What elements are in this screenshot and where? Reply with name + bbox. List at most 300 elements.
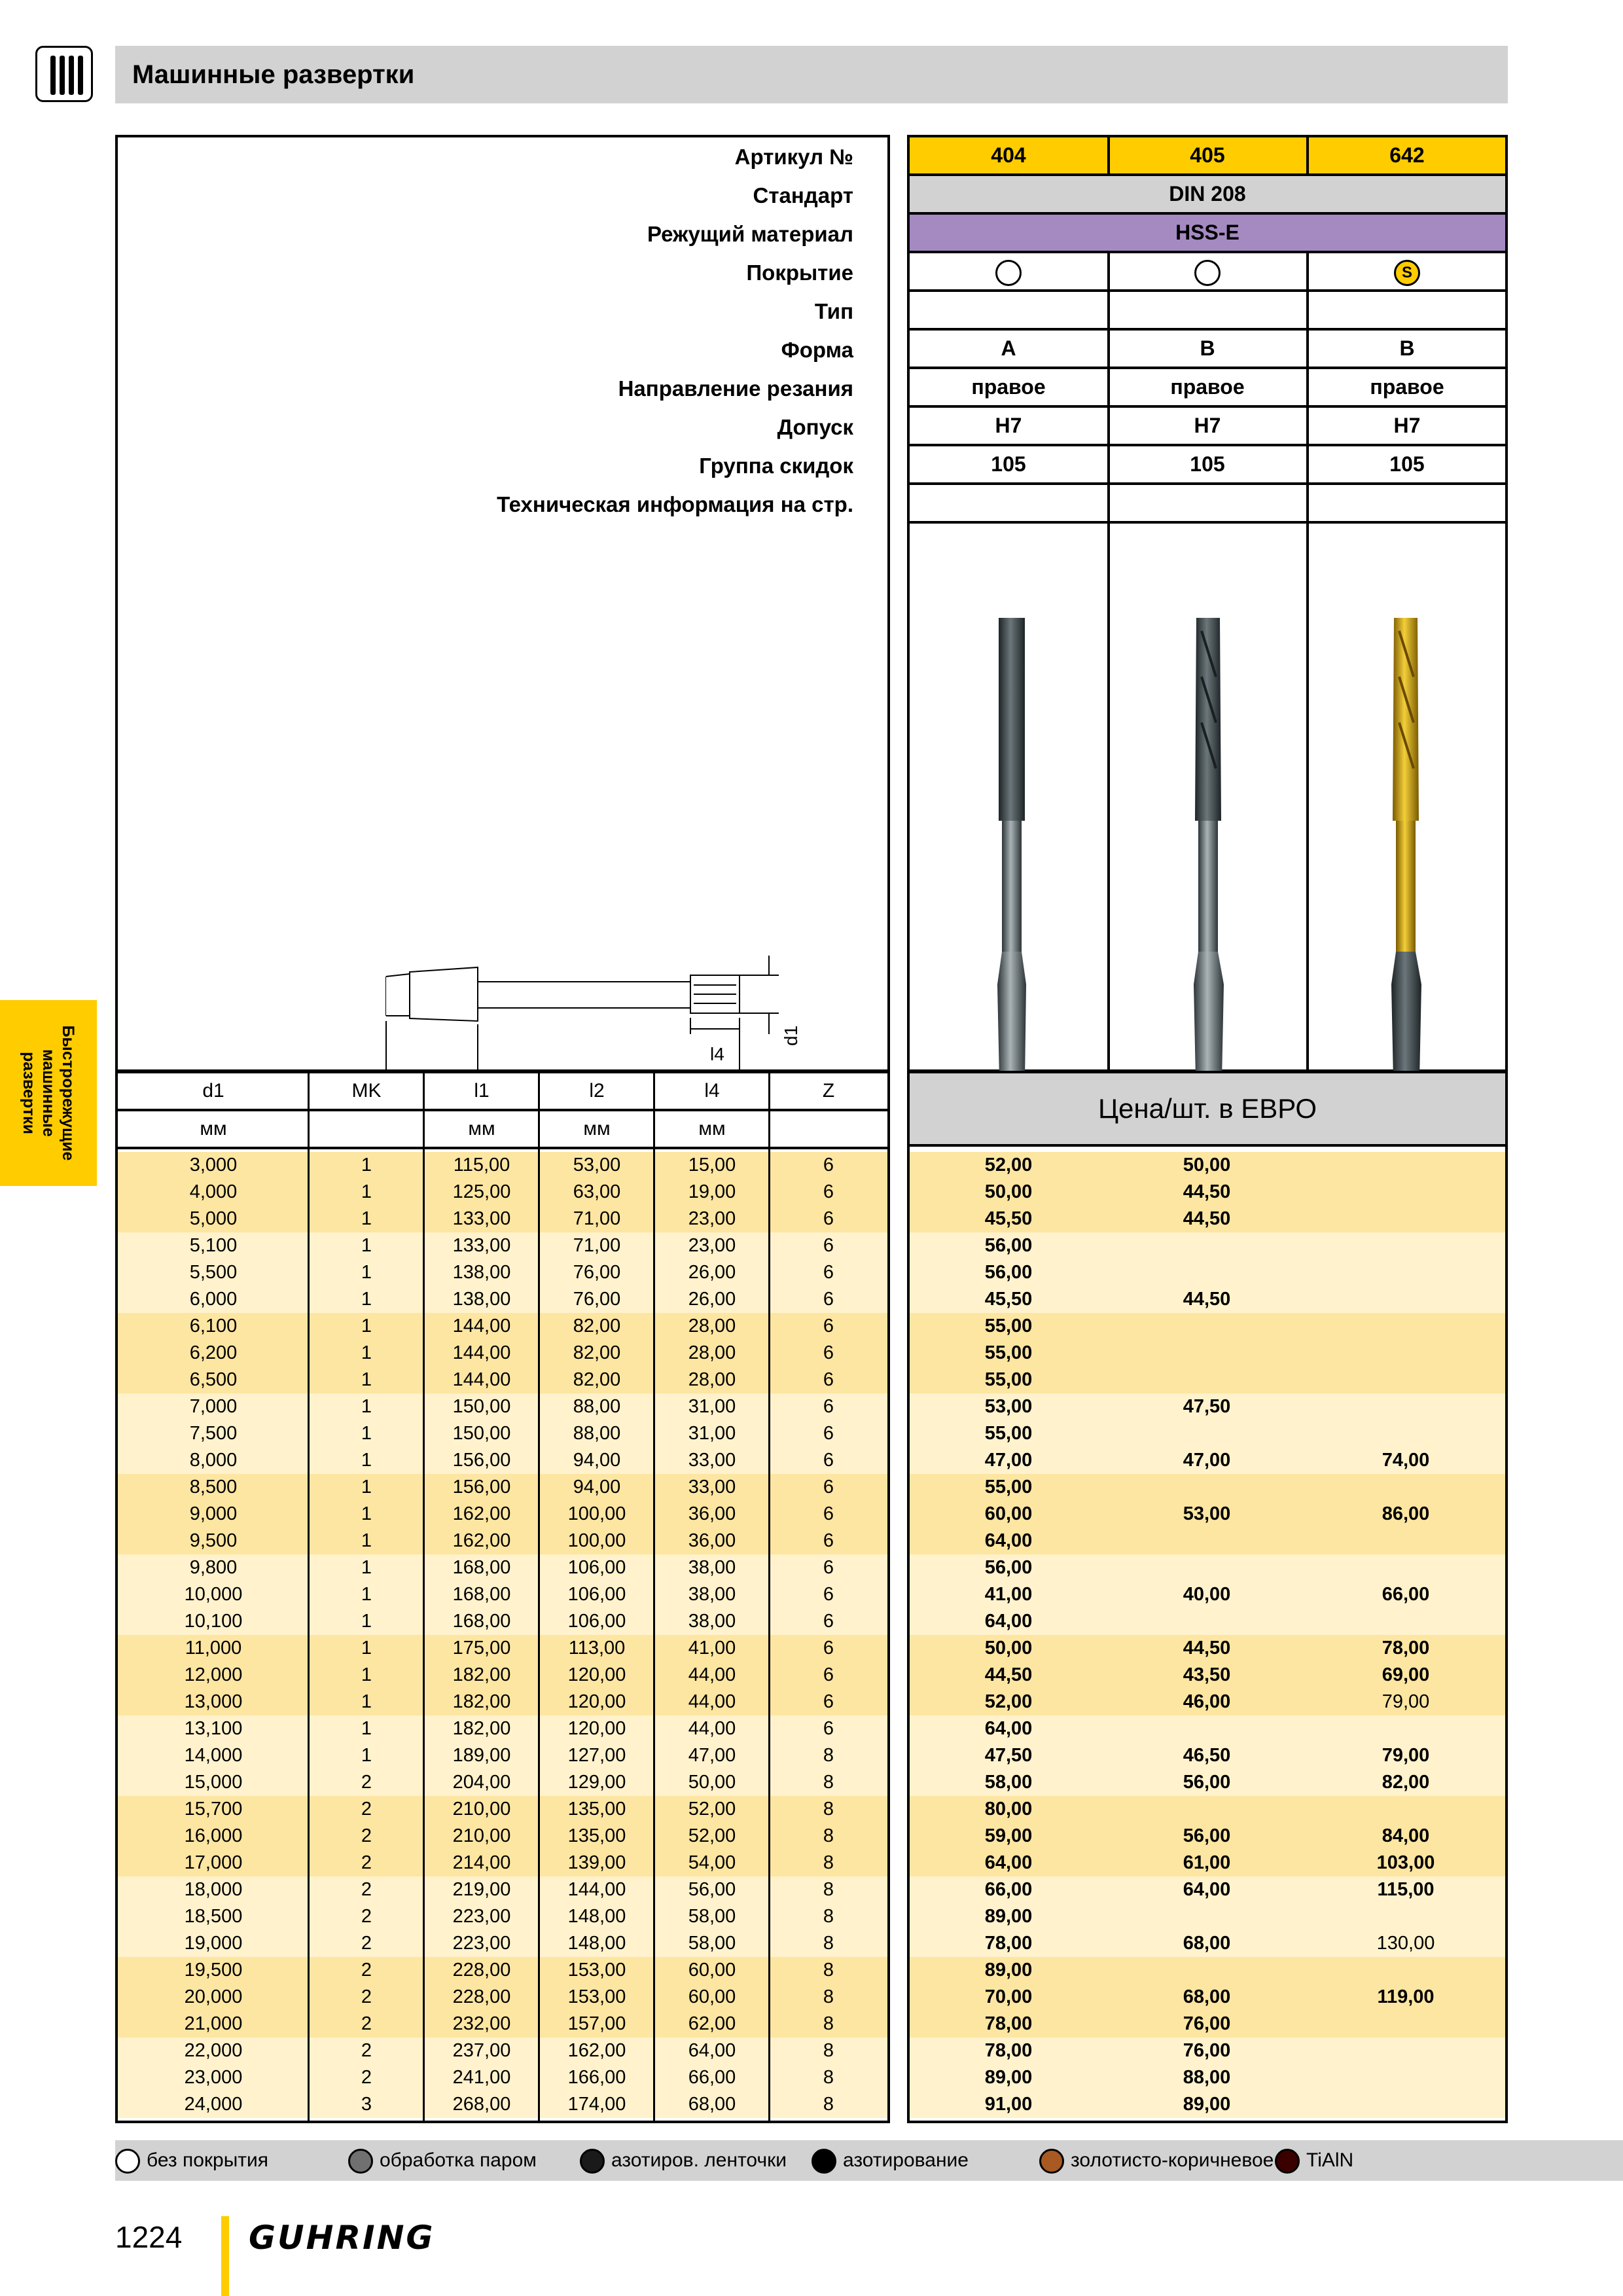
price-cell: 130,00: [1376, 1933, 1435, 1954]
price-table: [907, 1071, 1508, 2123]
table-cell: 31,00: [688, 1423, 736, 1444]
table-cell: 23,00: [688, 1208, 736, 1229]
table-row: [118, 1501, 887, 1528]
table-cell: 113,00: [568, 1638, 626, 1659]
price-cell: [1306, 2037, 1505, 2064]
tolerance-row: [910, 408, 1505, 446]
table-row: [118, 1957, 887, 1984]
price-row: [910, 1876, 1505, 1903]
table-row: [118, 1340, 887, 1367]
legend-label: без покрытия: [147, 2149, 269, 2171]
table-cell: 138,00: [452, 1262, 511, 1283]
table-cell: 76,00: [573, 1262, 621, 1283]
table-cell: 88,00: [573, 1396, 621, 1417]
col-header-l4: l4: [704, 1080, 720, 1102]
table-cell: 1: [361, 1423, 372, 1444]
table-cell: 71,00: [573, 1208, 621, 1229]
table-cell: 16,000: [184, 1825, 243, 1846]
price-cell: [1306, 1715, 1505, 1742]
table-cell: 6: [823, 1477, 834, 1498]
table-cell: 2: [361, 1879, 372, 1900]
nitriding-icon: [812, 2149, 836, 2174]
table-cell: 8: [823, 2094, 834, 2115]
tolerance-value: H7: [995, 414, 1022, 437]
price-row: [910, 1501, 1505, 1528]
table-cell: 50,00: [688, 1772, 736, 1793]
legend-item: [1275, 2140, 1353, 2181]
article-642[interactable]: 642: [1306, 137, 1505, 173]
tool-images: [910, 526, 1505, 1072]
price-cell: 44,50: [1183, 1289, 1231, 1310]
material-row: [910, 215, 1505, 253]
price-cell: 68,00: [1183, 1986, 1231, 2007]
table-row: [118, 1393, 887, 1420]
table-cell: 58,00: [688, 1906, 736, 1927]
table-row: [118, 1474, 887, 1501]
price-cell: 56,00: [1183, 1772, 1231, 1793]
table-cell: 47,00: [688, 1745, 736, 1766]
legend-item: [812, 2140, 969, 2181]
standard-row: [910, 176, 1505, 215]
table-cell: 56,00: [688, 1879, 736, 1900]
table-cell: 22,000: [184, 2040, 243, 2061]
table-cell: 182,00: [452, 1664, 511, 1685]
price-cell: 79,00: [1382, 1691, 1430, 1712]
table-cell: 153,00: [567, 1986, 626, 2007]
table-cell: 2: [361, 1852, 372, 1873]
price-cell: 47,50: [1183, 1396, 1231, 1417]
price-row: [910, 1474, 1505, 1501]
spec-label: Техническая информация на стр.: [497, 492, 853, 516]
table-cell: 8: [823, 2040, 834, 2061]
table-row: [118, 1206, 887, 1232]
table-cell: 150,00: [452, 1423, 511, 1444]
table-cell: 6: [823, 1664, 834, 1685]
price-cell: 56,00: [1183, 1825, 1231, 1846]
price-cell: 46,50: [1183, 1745, 1231, 1766]
table-row: [118, 1367, 887, 1393]
table-cell: 6,100: [189, 1316, 238, 1336]
spec-label: Тип: [814, 299, 853, 323]
price-cell: 70,00: [984, 1986, 1033, 2007]
price-cell: 56,00: [984, 1262, 1033, 1283]
reamer-404-image: [997, 618, 1026, 1072]
legend-label: TiAlN: [1306, 2149, 1354, 2171]
l4-label: l4: [710, 1044, 724, 1064]
price-row: [910, 2037, 1505, 2064]
price-row: [910, 1340, 1505, 1367]
table-cell: 127,00: [567, 1745, 626, 1766]
price-cell: 55,00: [984, 1477, 1033, 1498]
table-cell: 2: [361, 2067, 372, 2088]
price-row: [910, 1206, 1505, 1232]
table-cell: 2: [361, 1933, 372, 1954]
table-cell: 71,00: [573, 1235, 621, 1256]
price-cell: 50,00: [1183, 1155, 1231, 1175]
price-cell: 55,00: [984, 1423, 1033, 1444]
table-row: [118, 1742, 887, 1769]
table-cell: 6: [823, 1530, 834, 1551]
price-row: [910, 1984, 1505, 2011]
table-cell: 228,00: [452, 1960, 511, 1981]
table-cell: 8: [823, 1799, 834, 1820]
price-cell: [1107, 1957, 1306, 1984]
table-cell: 6: [823, 1289, 834, 1310]
table-cell: 64,00: [688, 2040, 736, 2061]
price-cell: [1306, 1179, 1505, 1206]
price-cell: 74,00: [1382, 1450, 1430, 1471]
table-cell: 15,00: [688, 1155, 736, 1175]
table-cell: 8: [823, 1745, 834, 1766]
spec-label: Группа скидок: [699, 454, 853, 478]
table-cell: 2: [361, 2013, 372, 2034]
table-cell: 174,00: [567, 2094, 626, 2115]
table-cell: 9,800: [189, 1557, 238, 1578]
price-cell: 41,00: [984, 1584, 1033, 1605]
price-cell: 47,50: [984, 1745, 1033, 1766]
table-cell: 144,00: [452, 1342, 511, 1363]
price-row: [910, 1769, 1505, 1796]
discount-value: 105: [1306, 446, 1505, 482]
table-cell: 129,00: [567, 1772, 626, 1793]
table-cell: 19,500: [184, 1960, 243, 1981]
price-row: [910, 1796, 1505, 1823]
table-cell: 133,00: [452, 1235, 511, 1256]
coating-row: [910, 253, 1505, 292]
reamer-642-image: [1391, 618, 1421, 1072]
price-cell: 91,00: [984, 2094, 1033, 2115]
price-cell: 55,00: [984, 1316, 1033, 1336]
price-cell: [1306, 1367, 1505, 1393]
steam-icon: [348, 2149, 373, 2174]
table-row: [118, 1608, 887, 1635]
table-row: [118, 2064, 887, 2091]
table-cell: 36,00: [688, 1530, 736, 1551]
price-cell: [1107, 1420, 1306, 1447]
table-cell: 44,00: [688, 1691, 736, 1712]
table-cell: 4,000: [189, 1181, 238, 1202]
table-cell: 15,000: [184, 1772, 243, 1793]
table-cell: 241,00: [452, 2067, 511, 2088]
table-cell: 2: [361, 1772, 372, 1793]
spec-label: Режущий материал: [647, 222, 853, 246]
table-cell: 1: [361, 1289, 372, 1310]
table-cell: 133,00: [452, 1208, 511, 1229]
table-cell: 28,00: [688, 1342, 736, 1363]
tolerance-value: H7: [1107, 408, 1305, 444]
table-cell: 6: [823, 1503, 834, 1524]
price-cell: [1306, 1957, 1505, 1984]
page-number: 1224: [115, 2220, 183, 2254]
price-row: [910, 1850, 1505, 1876]
price-row: [910, 1635, 1505, 1662]
price-cell: 89,00: [984, 1906, 1033, 1927]
price-cell: 115,00: [1377, 1879, 1435, 1900]
table-cell: 162,00: [452, 1530, 511, 1551]
price-cell: [1306, 1152, 1505, 1179]
price-cell: 55,00: [984, 1369, 1033, 1390]
table-cell: 168,00: [452, 1557, 511, 1578]
unit-l4: мм: [698, 1118, 726, 1139]
table-cell: 2: [361, 1825, 372, 1846]
price-cell: 44,50: [1183, 1208, 1231, 1229]
price-cell: 66,00: [1382, 1584, 1430, 1605]
table-cell: 44,00: [688, 1664, 736, 1685]
footer-accent-bar: [221, 2216, 229, 2296]
table-cell: 204,00: [452, 1772, 511, 1793]
table-cell: 44,00: [688, 1718, 736, 1739]
table-cell: 6: [823, 1691, 834, 1712]
side-tab[interactable]: [0, 1000, 97, 1186]
table-cell: 66,00: [688, 2067, 736, 2088]
table-cell: 1: [361, 1316, 372, 1336]
table-cell: 8: [823, 2013, 834, 2034]
table-cell: 10,000: [184, 1584, 243, 1605]
table-cell: 210,00: [452, 1799, 511, 1820]
table-cell: 2: [361, 1799, 372, 1820]
col-header-mk: MK: [351, 1080, 382, 1102]
table-cell: 223,00: [452, 1933, 511, 1954]
table-cell: 33,00: [688, 1477, 736, 1498]
price-cell: [1306, 1528, 1505, 1554]
table-cell: 6: [823, 1611, 834, 1632]
table-cell: 1: [361, 1477, 372, 1498]
spec-label: Направление резания: [618, 376, 853, 401]
table-cell: 189,00: [452, 1745, 511, 1766]
table-cell: 28,00: [688, 1316, 736, 1336]
table-cell: 168,00: [452, 1611, 511, 1632]
price-cell: [1306, 1474, 1505, 1501]
table-cell: 157,00: [567, 2013, 626, 2034]
price-cell: [1306, 2091, 1505, 2118]
spec-label: Стандарт: [753, 183, 853, 207]
table-cell: 175,00: [452, 1638, 511, 1659]
price-row: [910, 1689, 1505, 1715]
price-cell: 53,00: [1183, 1503, 1231, 1524]
table-cell: 219,00: [452, 1879, 511, 1900]
article-405[interactable]: 405: [1107, 137, 1305, 173]
table-cell: 28,00: [688, 1369, 736, 1390]
table-cell: 135,00: [567, 1825, 626, 1846]
col-header-l2: l2: [589, 1080, 605, 1102]
table-cell: 13,100: [184, 1718, 243, 1739]
price-cell: 50,00: [984, 1638, 1033, 1659]
table-cell: 214,00: [452, 1852, 511, 1873]
table-row: [118, 1179, 887, 1206]
price-cell: 79,00: [1382, 1745, 1430, 1766]
table-cell: 139,00: [567, 1852, 626, 1873]
reamer-drawing: [281, 877, 844, 1073]
table-row: [118, 1930, 887, 1957]
price-row: [910, 1367, 1505, 1393]
table-cell: 26,00: [688, 1262, 736, 1283]
table-cell: 5,100: [189, 1235, 238, 1256]
table-cell: 52,00: [688, 1799, 736, 1820]
header-bar: [115, 46, 1508, 103]
price-row: [910, 1393, 1505, 1420]
price-cell: 86,00: [1382, 1503, 1430, 1524]
table-cell: 8: [823, 2067, 834, 2088]
table-cell: 18,500: [184, 1906, 243, 1927]
price-cell: [1107, 1608, 1306, 1635]
table-cell: 8: [823, 1986, 834, 2007]
price-cell: 103,00: [1376, 1852, 1435, 1873]
price-cell: [1107, 1796, 1306, 1823]
price-cell: 78,00: [984, 1933, 1033, 1954]
legend-label: азотирование: [843, 2149, 969, 2171]
price-row: [910, 1152, 1505, 1179]
table-cell: 13,000: [184, 1691, 243, 1712]
tialn-icon: [1275, 2149, 1300, 2174]
table-cell: 148,00: [567, 1906, 626, 1927]
table-cell: 23,00: [688, 1235, 736, 1256]
price-cell: 44,50: [1183, 1638, 1231, 1659]
table-cell: 6: [823, 1155, 834, 1175]
unit-l1: мм: [468, 1118, 495, 1139]
form-value: B: [1107, 331, 1305, 367]
table-cell: 2: [361, 1906, 372, 1927]
table-header-row: [118, 1073, 887, 1111]
type-row: [910, 292, 1505, 331]
table-cell: 144,00: [567, 1879, 626, 1900]
table-cell: 60,00: [688, 1986, 736, 2007]
price-cell: 89,00: [1183, 2094, 1231, 2115]
table-cell: 1: [361, 1369, 372, 1390]
table-cell: 1: [361, 1611, 372, 1632]
table-cell: 1: [361, 1691, 372, 1712]
direction-value: правое: [971, 375, 1046, 399]
unit-z: [770, 1111, 887, 1147]
table-cell: 223,00: [452, 1906, 511, 1927]
table-cell: 19,00: [688, 1181, 736, 1202]
table-cell: 2: [361, 1986, 372, 2007]
table-cell: 1: [361, 1503, 372, 1524]
price-cell: [1107, 1232, 1306, 1259]
discount-value: 105: [991, 452, 1026, 476]
spec-label: Допуск: [777, 415, 853, 439]
price-cell: 64,00: [984, 1852, 1033, 1873]
price-cell: 64,00: [984, 1530, 1033, 1551]
price-cell: [1107, 1528, 1306, 1554]
direction-row: [910, 369, 1505, 408]
table-cell: 8: [823, 1825, 834, 1846]
table-cell: 18,000: [184, 1879, 243, 1900]
table-cell: 1: [361, 1396, 372, 1417]
price-cell: 43,50: [1183, 1664, 1231, 1685]
price-cell: [1107, 1554, 1306, 1581]
table-cell: 3,000: [189, 1155, 238, 1175]
price-cell: 53,00: [984, 1396, 1033, 1417]
table-cell: 26,00: [688, 1289, 736, 1310]
article-panel: [907, 135, 1508, 1072]
page-title: Машинные развертки: [132, 60, 415, 89]
table-cell: 120,00: [567, 1691, 626, 1712]
table-cell: 115,00: [453, 1155, 510, 1175]
discount-row: [910, 446, 1505, 485]
table-cell: 1: [361, 1557, 372, 1578]
price-cell: 64,00: [984, 1718, 1033, 1739]
table-row: [118, 1259, 887, 1286]
table-cell: 1: [361, 1638, 372, 1659]
table-cell: 6: [823, 1316, 834, 1336]
table-cell: 100,00: [567, 1503, 626, 1524]
table-cell: 6: [823, 1235, 834, 1256]
price-row: [910, 1823, 1505, 1850]
price-cell: [1306, 1206, 1505, 1232]
table-cell: 62,00: [688, 2013, 736, 2034]
price-row: [910, 1903, 1505, 1930]
price-row: [910, 2011, 1505, 2037]
price-cell: 78,00: [984, 2040, 1033, 2061]
table-cell: 52,00: [688, 1825, 736, 1846]
table-row: [118, 1689, 887, 1715]
no-coating-icon: [115, 2149, 140, 2174]
table-cell: 168,00: [452, 1584, 511, 1605]
table-cell: 120,00: [567, 1664, 626, 1685]
price-cell: 45,50: [984, 1208, 1033, 1229]
table-cell: 24,000: [184, 2094, 243, 2115]
price-cell: 69,00: [1382, 1664, 1430, 1685]
unit-d1: мм: [200, 1118, 227, 1139]
table-cell: 6,200: [189, 1342, 238, 1363]
price-cell: [1107, 1259, 1306, 1286]
table-row: [118, 1769, 887, 1796]
price-cell: [1107, 1474, 1306, 1501]
price-cell: 47,00: [1183, 1450, 1231, 1471]
table-row: [118, 1984, 887, 2011]
price-cell: 61,00: [1183, 1852, 1231, 1873]
table-cell: 135,00: [567, 1799, 626, 1820]
price-cell: 50,00: [984, 1181, 1033, 1202]
price-cell: 46,00: [1183, 1691, 1231, 1712]
table-cell: 38,00: [688, 1611, 736, 1632]
table-row: [118, 1528, 887, 1554]
price-cell: 64,00: [984, 1611, 1033, 1632]
table-cell: 6: [823, 1369, 834, 1390]
table-cell: 94,00: [573, 1477, 621, 1498]
tolerance-value: H7: [1306, 408, 1505, 444]
table-cell: 88,00: [573, 1423, 621, 1444]
table-cell: 8: [823, 1960, 834, 1981]
table-cell: 33,00: [688, 1450, 736, 1471]
table-cell: 82,00: [573, 1342, 621, 1363]
steam-coating-icon: S: [1394, 260, 1420, 286]
price-cell: 84,00: [1382, 1825, 1430, 1846]
table-row: [118, 1903, 887, 1930]
table-cell: 6,000: [189, 1289, 238, 1310]
article-404[interactable]: 404: [991, 143, 1026, 167]
table-cell: 82,00: [573, 1369, 621, 1390]
table-cell: 106,00: [567, 1557, 626, 1578]
price-cell: [1306, 1420, 1505, 1447]
table-cell: 1: [361, 1181, 372, 1202]
form-value: B: [1306, 331, 1505, 367]
price-cell: 59,00: [984, 1825, 1033, 1846]
price-cell: [1306, 2064, 1505, 2091]
table-unit-row: [118, 1111, 887, 1149]
table-row: [118, 1420, 887, 1447]
table-cell: 138,00: [452, 1289, 511, 1310]
table-cell: 6: [823, 1342, 834, 1363]
table-cell: 156,00: [452, 1477, 511, 1498]
table-cell: 8: [823, 1879, 834, 1900]
table-cell: 237,00: [452, 2040, 511, 2061]
table-cell: 1: [361, 1530, 372, 1551]
price-cell: 64,00: [1183, 1879, 1231, 1900]
table-cell: 8: [823, 1906, 834, 1927]
price-cell: 119,00: [1377, 1986, 1435, 2007]
price-cell: [1107, 1313, 1306, 1340]
